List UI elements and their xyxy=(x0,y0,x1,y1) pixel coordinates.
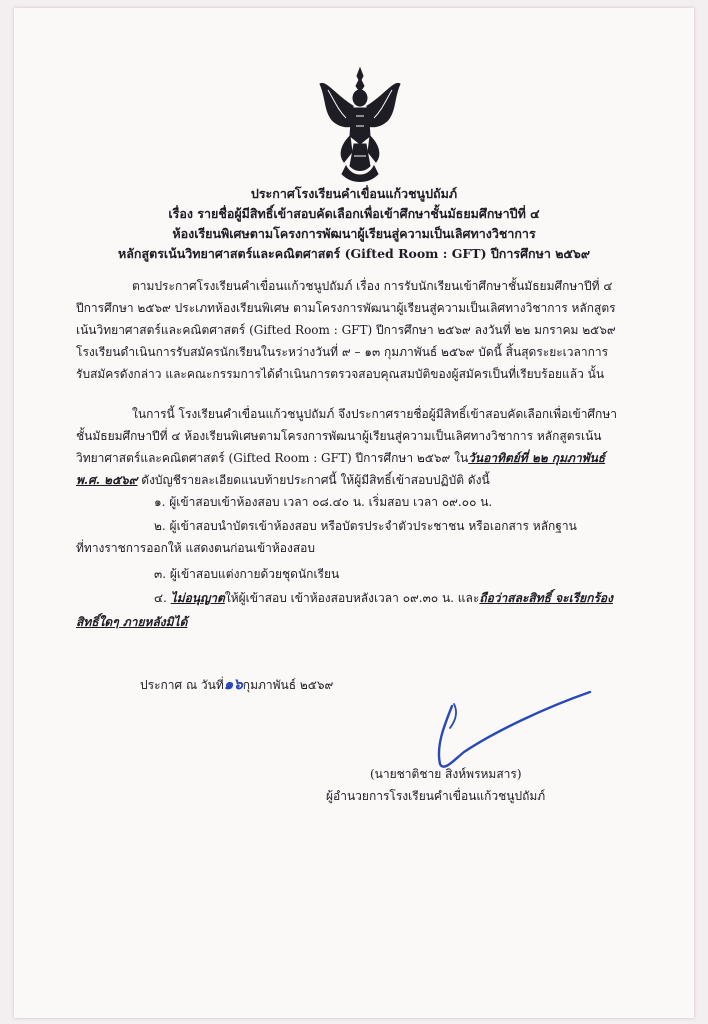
rule-4-forfeit: ถือว่าสละสิทธิ์ จะเรียกร้อง xyxy=(479,591,613,605)
subject-line-3: หลักสูตรเน้นวิทยาศาสตร์และคณิตศาสตร์ (Gifted Room : GFT) ปีการศึกษา ๒๕๖๙ xyxy=(118,246,590,261)
para1-line-3: เน้นวิทยาศาสตร์และคณิตศาสตร์ (Gifted Room : GFT) ปีการศึกษา ๒๕๖๙ ลงวันที่ ๒๒ มกราคม ๒๕๖๙ xyxy=(76,323,616,337)
para1-line-1: ตามประกาศโรงเรียนคำเขื่อนแก้วชนูปถัมภ์ เรื่อง การรับนักเรียนเข้าศึกษาชั้นมัธยมศึกษาปีที่ ๔ xyxy=(132,279,613,293)
para1-line-2: ปีการศึกษา ๒๕๖๙ ประเภทห้องเรียนพิเศษ ตามโครงการพัฒนาผู้เรียนสู่ความเป็นเลิศทางวิชาการ หลักสูตร xyxy=(76,301,616,315)
announce-suffix: กุมภาพันธ์ ๒๕๖๙ xyxy=(242,678,334,692)
rule-2: ๒. ผู้เข้าสอบนำบัตรเข้าห้องสอบ หรือบัตรประจำตัวประชาชน หรือเอกสาร หลักฐาน xyxy=(154,519,577,533)
announcement-title: ประกาศโรงเรียนคำเขื่อนแก้วชนูปถัมภ์ xyxy=(250,186,458,201)
rule-4-not-allowed: ไม่อนุญาต xyxy=(170,591,225,605)
announce-date xyxy=(140,674,333,695)
rule-4-cont: สิทธิ์ใดๆ ภายหลังมิได้ xyxy=(76,615,188,629)
garuda-emblem-icon xyxy=(316,66,404,184)
exam-date: วันอาทิตย์ที่ ๒๒ กุมภาพันธ์ xyxy=(468,451,606,465)
para1-line-5: รับสมัครดังกล่าว และคณะกรรมการได้ดำเนินการตรวจสอบคุณสมบัติของผู้สมัครเป็นที่เรียบร้อยแล้ว นั้น xyxy=(76,367,605,381)
para2-line-1: ในการนี้ โรงเรียนคำเขื่อนแก้วชนูปถัมภ์ จึงประกาศรายชื่อผู้มีสิทธิ์เข้าสอบคัดเลือกเพื่อเข้าศึกษา xyxy=(132,407,617,421)
subject-line-2: ห้องเรียนพิเศษตามโครงการพัฒนาผู้เรียนสู่ความเป็นเลิศทางวิชาการ xyxy=(172,226,536,241)
para2-line-2: ชั้นมัธยมศึกษาปีที่ ๔ ห้องเรียนพิเศษตามโครงการพัฒนาผู้เรียนสู่ความเป็นเลิศทางวิชาการ หลักสูตรเน้น xyxy=(76,429,602,443)
para1-line-4: โรงเรียนดำเนินการรับสมัครนักเรียนในระหว่างวันที่ ๙ – ๑๓ กุมภาพันธ์ ๒๕๖๙ บัดนี้ สิ้นสุดระยะเวลาการ xyxy=(76,345,609,359)
exam-year: พ.ศ. ๒๕๖๙ xyxy=(76,473,138,487)
subject-line: เรื่อง รายชื่อผู้มีสิทธิ์เข้าสอบคัดเลือกเพื่อเข้าศึกษาชั้นมัธยมศึกษาปีที่ ๔ xyxy=(168,206,540,221)
para2-line-4 xyxy=(76,470,490,490)
para2-line-3 xyxy=(76,448,605,468)
handwritten-day: ๑๖ xyxy=(223,675,243,693)
para2-line-3-text: วิทยาศาสตร์และคณิตศาสตร์ (Gifted Room : GFT) ปีการศึกษา ๒๕๖๙ ใน xyxy=(76,451,469,465)
signatory-position: ผู้อำนวยการโรงเรียนคำเขื่อนแก้วชนูปถัมภ์ xyxy=(326,789,546,803)
para2-line-4-text: ดังบัญชีรายละเอียดแนบท้ายประกาศนี้ ให้ผู้มีสิทธิ์เข้าสอบปฏิบัติ ดังนี้ xyxy=(137,473,490,487)
announce-prefix: ประกาศ ณ วันที่ xyxy=(140,678,224,692)
rule-4-number: ๔. xyxy=(154,591,171,605)
rule-4 xyxy=(154,588,613,608)
rule-1: ๑. ผู้เข้าสอบเข้าห้องสอบ เวลา ๐๘.๔๐ น. เริ่มสอบ เวลา ๐๙.๐๐ น. xyxy=(154,495,493,509)
signatory-name: (นายชาติชาย สิงห์พรหมสาร) xyxy=(370,767,522,781)
rule-3: ๓. ผู้เข้าสอบแต่งกายด้วยชุดนักเรียน xyxy=(154,567,340,581)
rule-2-cont: ที่ทางราชการออกให้ แสดงตนก่อนเข้าห้องสอบ xyxy=(76,541,316,555)
document-page xyxy=(14,8,694,1018)
rule-4-text: ให้ผู้เข้าสอบ เข้าห้องสอบหลังเวลา ๐๙.๓๐ น. และ xyxy=(224,591,480,605)
